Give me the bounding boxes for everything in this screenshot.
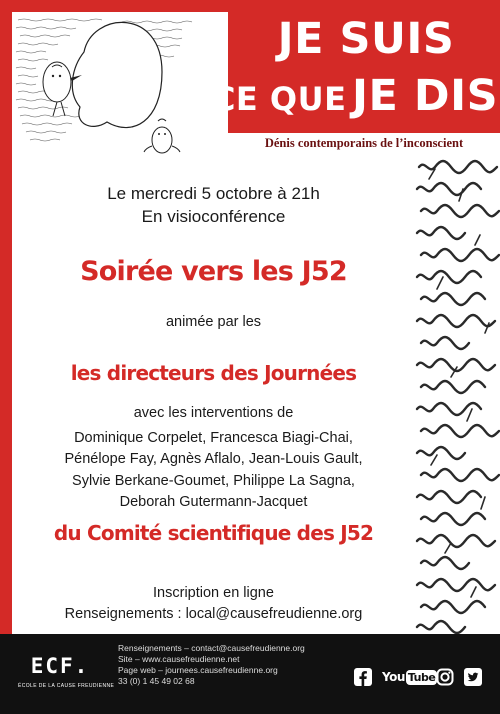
speaker-line: Sylvie Berkane-Goumet, Philippe La Sagna, [72,472,355,489]
contact-email-line: Renseignements : local@causefreudienne.org [64,606,363,622]
registration-note: Inscription en ligne [153,585,274,601]
hosted-by-label: animée par les [165,314,262,330]
footer-info-site[interactable]: Site – www.causefreudienne.net [118,654,240,664]
speaker-line: Pénélope Fay, Agnès Aflalo, Jean-Louis Gault, [64,451,363,468]
footer-info-phone: 33 (0) 1 45 49 02 68 [118,676,195,686]
footer-contact-info [118,643,305,687]
subtitle-strip [228,133,500,153]
instagram-icon[interactable] [436,668,454,686]
youtube-you-text: You [382,670,405,684]
youtube-icon[interactable] [382,668,437,686]
handwriting-texture [415,153,500,634]
footer-info-email[interactable]: Renseignements – contact@causefreudienne.org [118,643,305,653]
twitter-icon[interactable] [464,668,482,686]
facebook-icon[interactable] [354,668,372,686]
event-date-time: Le mercredi 5 octobre à 21h [107,184,320,203]
speaker-line: Deborah Gutermann-Jacquet [119,493,308,510]
ecf-logo-mark: ECF. [30,654,90,678]
header-illustration [12,12,228,165]
header-banner [0,0,500,153]
handwriting-texture-icon [415,153,500,634]
event-format: En visioconférence [141,207,286,226]
footer-info-webpage[interactable]: Page web – journees.causefreudienne.org [118,665,278,675]
ecf-logo [18,654,115,690]
poster-subtitle: Dénis contemporains de l’inconscient [264,136,464,150]
speaker-list [12,428,415,513]
interventions-label: avec les interventions de [133,405,294,421]
committee-heading: du Comité scientifique des J52 [53,521,374,545]
speaker-line: Dominique Corpelet, Francesca Biagi-Chai, [74,430,353,446]
left-red-border [0,153,12,634]
poster-title-line2 [210,66,500,135]
poster-title-line1: JE SUIS [277,14,455,64]
event-details [12,153,415,634]
ecf-logo-text: ÉCOLE DE LA CAUSE FREUDIENNE [18,683,115,689]
event-title: Soirée vers les J52 [80,256,347,287]
handwriting-drawing-icon [12,12,228,165]
youtube-tube-text: Tube [407,670,436,684]
poster-title-small: CE QUE [211,80,347,118]
poster-title-big: JE DIS [352,71,499,121]
event-hosts: les directeurs des Journées [70,361,357,385]
